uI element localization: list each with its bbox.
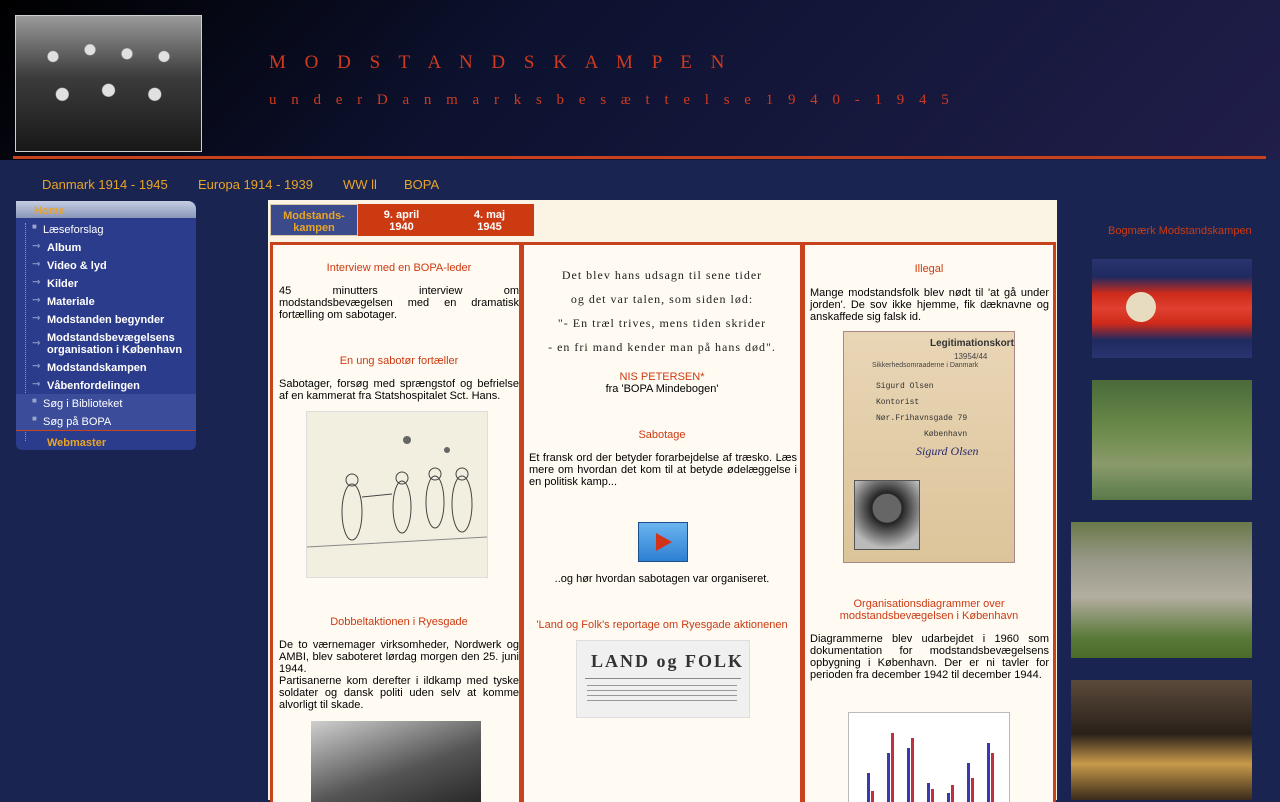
chart-bar [887,753,890,802]
tab-label: 1940 [389,221,414,233]
sidebar-search-group [16,394,196,430]
sidebar-item-label: Modstanden begynder [47,314,165,326]
chart-bar [967,763,970,802]
sabotage-text: Et fransk ord der betyder forarbejdelse af træsko. Læs mere om hvordan det kom til at betyde ødelæggelse i en politisk kamp... [529,452,797,488]
nav-bopa[interactable]: BOPA [404,177,440,192]
card-name: Sigurd Olsen [876,382,934,391]
card-heading: Legitimationskort [930,338,1014,349]
tab-label: 4. maj [473,209,506,221]
chart-bar [911,738,914,802]
candles-memorial-photo[interactable] [1071,680,1252,800]
tab-label: 9. april [383,209,420,221]
chart-bar [927,783,930,802]
card-address: Nør.Frihavnsgade 79 [876,414,968,423]
main-content [268,240,1057,800]
arrow-icon: ⇾ [32,259,41,270]
sidebar-item-label: Søg i Biblioteket [43,398,123,410]
sidebar-item-label: Læseforslag [43,224,104,236]
newspaper-rule [585,678,741,679]
arrow-icon: ⇾ [32,379,41,390]
card-number: 13954/44 [954,352,988,361]
chart-bar [891,733,894,802]
sidebar-item-webmaster[interactable] [16,430,196,451]
card-sub: Sikkerhedsomraaderne i Danmark [872,362,979,369]
illegal-text: Mange modstandsfolk blev nødt til 'at gå under jorden'. De sov ikke hjemme, fik dæknavne og anskaffede sig falsk id. [810,287,1049,323]
sidebar-home-label: Home [34,205,65,217]
poem-line: Det blev hans udsagn til sene tider [561,268,763,282]
tab-9-april-1940[interactable] [358,204,445,236]
tab-label: kampen [293,222,335,234]
sidebar-menu [16,201,196,450]
tab-4-maj-1945[interactable] [445,204,534,236]
tab-bar [268,200,1057,240]
webmaster-label: Webmaster [47,437,107,449]
header-divider [13,156,1266,159]
arrow-icon: ⇾ [32,313,41,324]
bullet-icon: ■ [32,414,37,423]
ryesgade-photo[interactable] [311,721,481,802]
organisation-text: Diagrammerne blev udarbejdet i 1960 som dokumentation for modstandsbevægelsens opbygning i København. Der er ni tavler for perioden fra december 1942 til december 1944. [810,633,1049,681]
chart-bar [971,778,974,802]
memorial-park-photo[interactable] [1092,380,1252,500]
dobbeltaktionen-text-2: Partisanerne kom derefter i ildkamp med tyske soldater og dansk politi uden selv at komme alvorligt til skade. [279,675,519,711]
tab-modstandskampen[interactable] [270,204,358,236]
tab-label: 1945 [477,221,502,233]
chart-bar [947,793,950,802]
nav-ww2[interactable]: WW ll [343,177,377,192]
content-column-middle [521,242,803,802]
newspaper-masthead: LAND og FOLK [591,651,745,671]
poem-line: - en fri mand kender man på hans død". [548,340,776,354]
nav-danmark[interactable]: Danmark 1914 - 1945 [42,177,168,192]
card-job: Kontorist [876,398,920,407]
bullet-icon: ■ [32,396,37,405]
chart-bar [907,748,910,802]
sidebar-item-label: Materiale [47,296,95,308]
arrow-icon: ⇾ [32,277,41,288]
arrow-icon: ⇾ [32,338,41,349]
sidebar-item-label: Søg på BOPA [43,416,112,428]
id-card-image[interactable] [843,331,1015,563]
bookmark-link[interactable]: Bogmærk Modstandskampen [1108,225,1252,237]
link-sabotage[interactable]: Sabotage [638,429,686,441]
sidebar-item-label: Modstandsbevægelsens organisation i København [47,332,183,356]
site-header [0,0,1280,160]
memorial-stone-photo[interactable] [1071,522,1252,658]
listen-text: ..og hør hvordan sabotagen var organiseret. [554,573,770,585]
sidebar-item-label: Kilder [47,278,79,290]
site-subtitle: u n d e r D a n m a r k s b e s æ t t e l s e 1 9 4 0 - 1 9 4 5 [269,92,955,108]
sidebar-item-label: Video & lyd [47,260,107,272]
link-land-og-folk[interactable]: 'Land og Folk's reportage om Ryesgade aktionenen [536,619,788,631]
poem-source: fra 'BOPA Mindebogen' [605,383,719,395]
card-signature: Sigurd Olsen [916,444,979,458]
newspaper-clipping-image[interactable] [576,640,750,718]
link-illegal[interactable]: Illegal [914,263,944,275]
content-column-left [270,242,522,802]
newspaper-text-lines [587,685,737,705]
sidebar-item-label: Modstandskampen [47,362,147,374]
arrow-icon: ⇾ [32,295,41,306]
content-column-right [802,242,1056,802]
arrow-icon: ⇾ [32,361,41,372]
chart-bar [951,785,954,802]
poem-author: NIS PETERSEN* [619,371,705,383]
link-interview[interactable]: Interview med en BOPA-leder [326,262,472,274]
tab-label: Modstands- [283,210,345,222]
link-dobbeltaktionen[interactable]: Dobbeltaktionen i Ryesgade [330,616,468,628]
organisation-chart-image[interactable] [848,712,1010,802]
chart-bar [931,789,934,802]
nav-europa[interactable]: Europa 1914 - 1939 [198,177,313,192]
dobbeltaktionen-text-1: De to værnemager virksomheder, Nordwerk og AMBI, blev saboteret lørdag morgen den 25. juni 1944. [279,639,519,675]
site-title: M O D S T A N D S K A M P E N [269,52,732,73]
sabotage-sketch-image[interactable] [306,411,488,578]
chart-bar [871,791,874,802]
sidebar-item-label: Våbenfordelingen [47,380,140,392]
chart-bar [987,743,990,802]
chart-bar [867,773,870,802]
ung-sabotoer-text: Sabotager, forsøg med sprængstof og befrielse af en kammerat fra Statshospitalet Sct. Hans. [279,378,519,402]
link-organisationsdiagrammer[interactable]: Organisationsdiagrammer over modstandsbevægelsen i København [839,598,1019,622]
card-city: København [924,430,968,439]
poem-line: og det var talen, som siden lød: [570,292,754,306]
arrow-icon: ⇾ [32,241,41,252]
sketch-drawing [307,412,487,577]
armband-photo[interactable] [1092,259,1252,358]
group-photo [15,15,202,152]
play-audio-button[interactable] [638,522,688,562]
poem-line: "- En træl trives, mens tiden skrider [557,316,767,330]
chart-bar [991,753,994,802]
interview-text: 45 minutters interview om modstandsbevægelsen med en dramatisk fortælling om sabotager. [279,285,519,321]
sidebar-item-home[interactable] [16,201,196,218]
bullet-icon: ■ [32,222,37,231]
link-ung-sabotoer[interactable]: En ung sabotør fortæller [339,355,459,367]
id-card-portrait [854,480,920,550]
sidebar-item-label: Album [47,242,82,254]
